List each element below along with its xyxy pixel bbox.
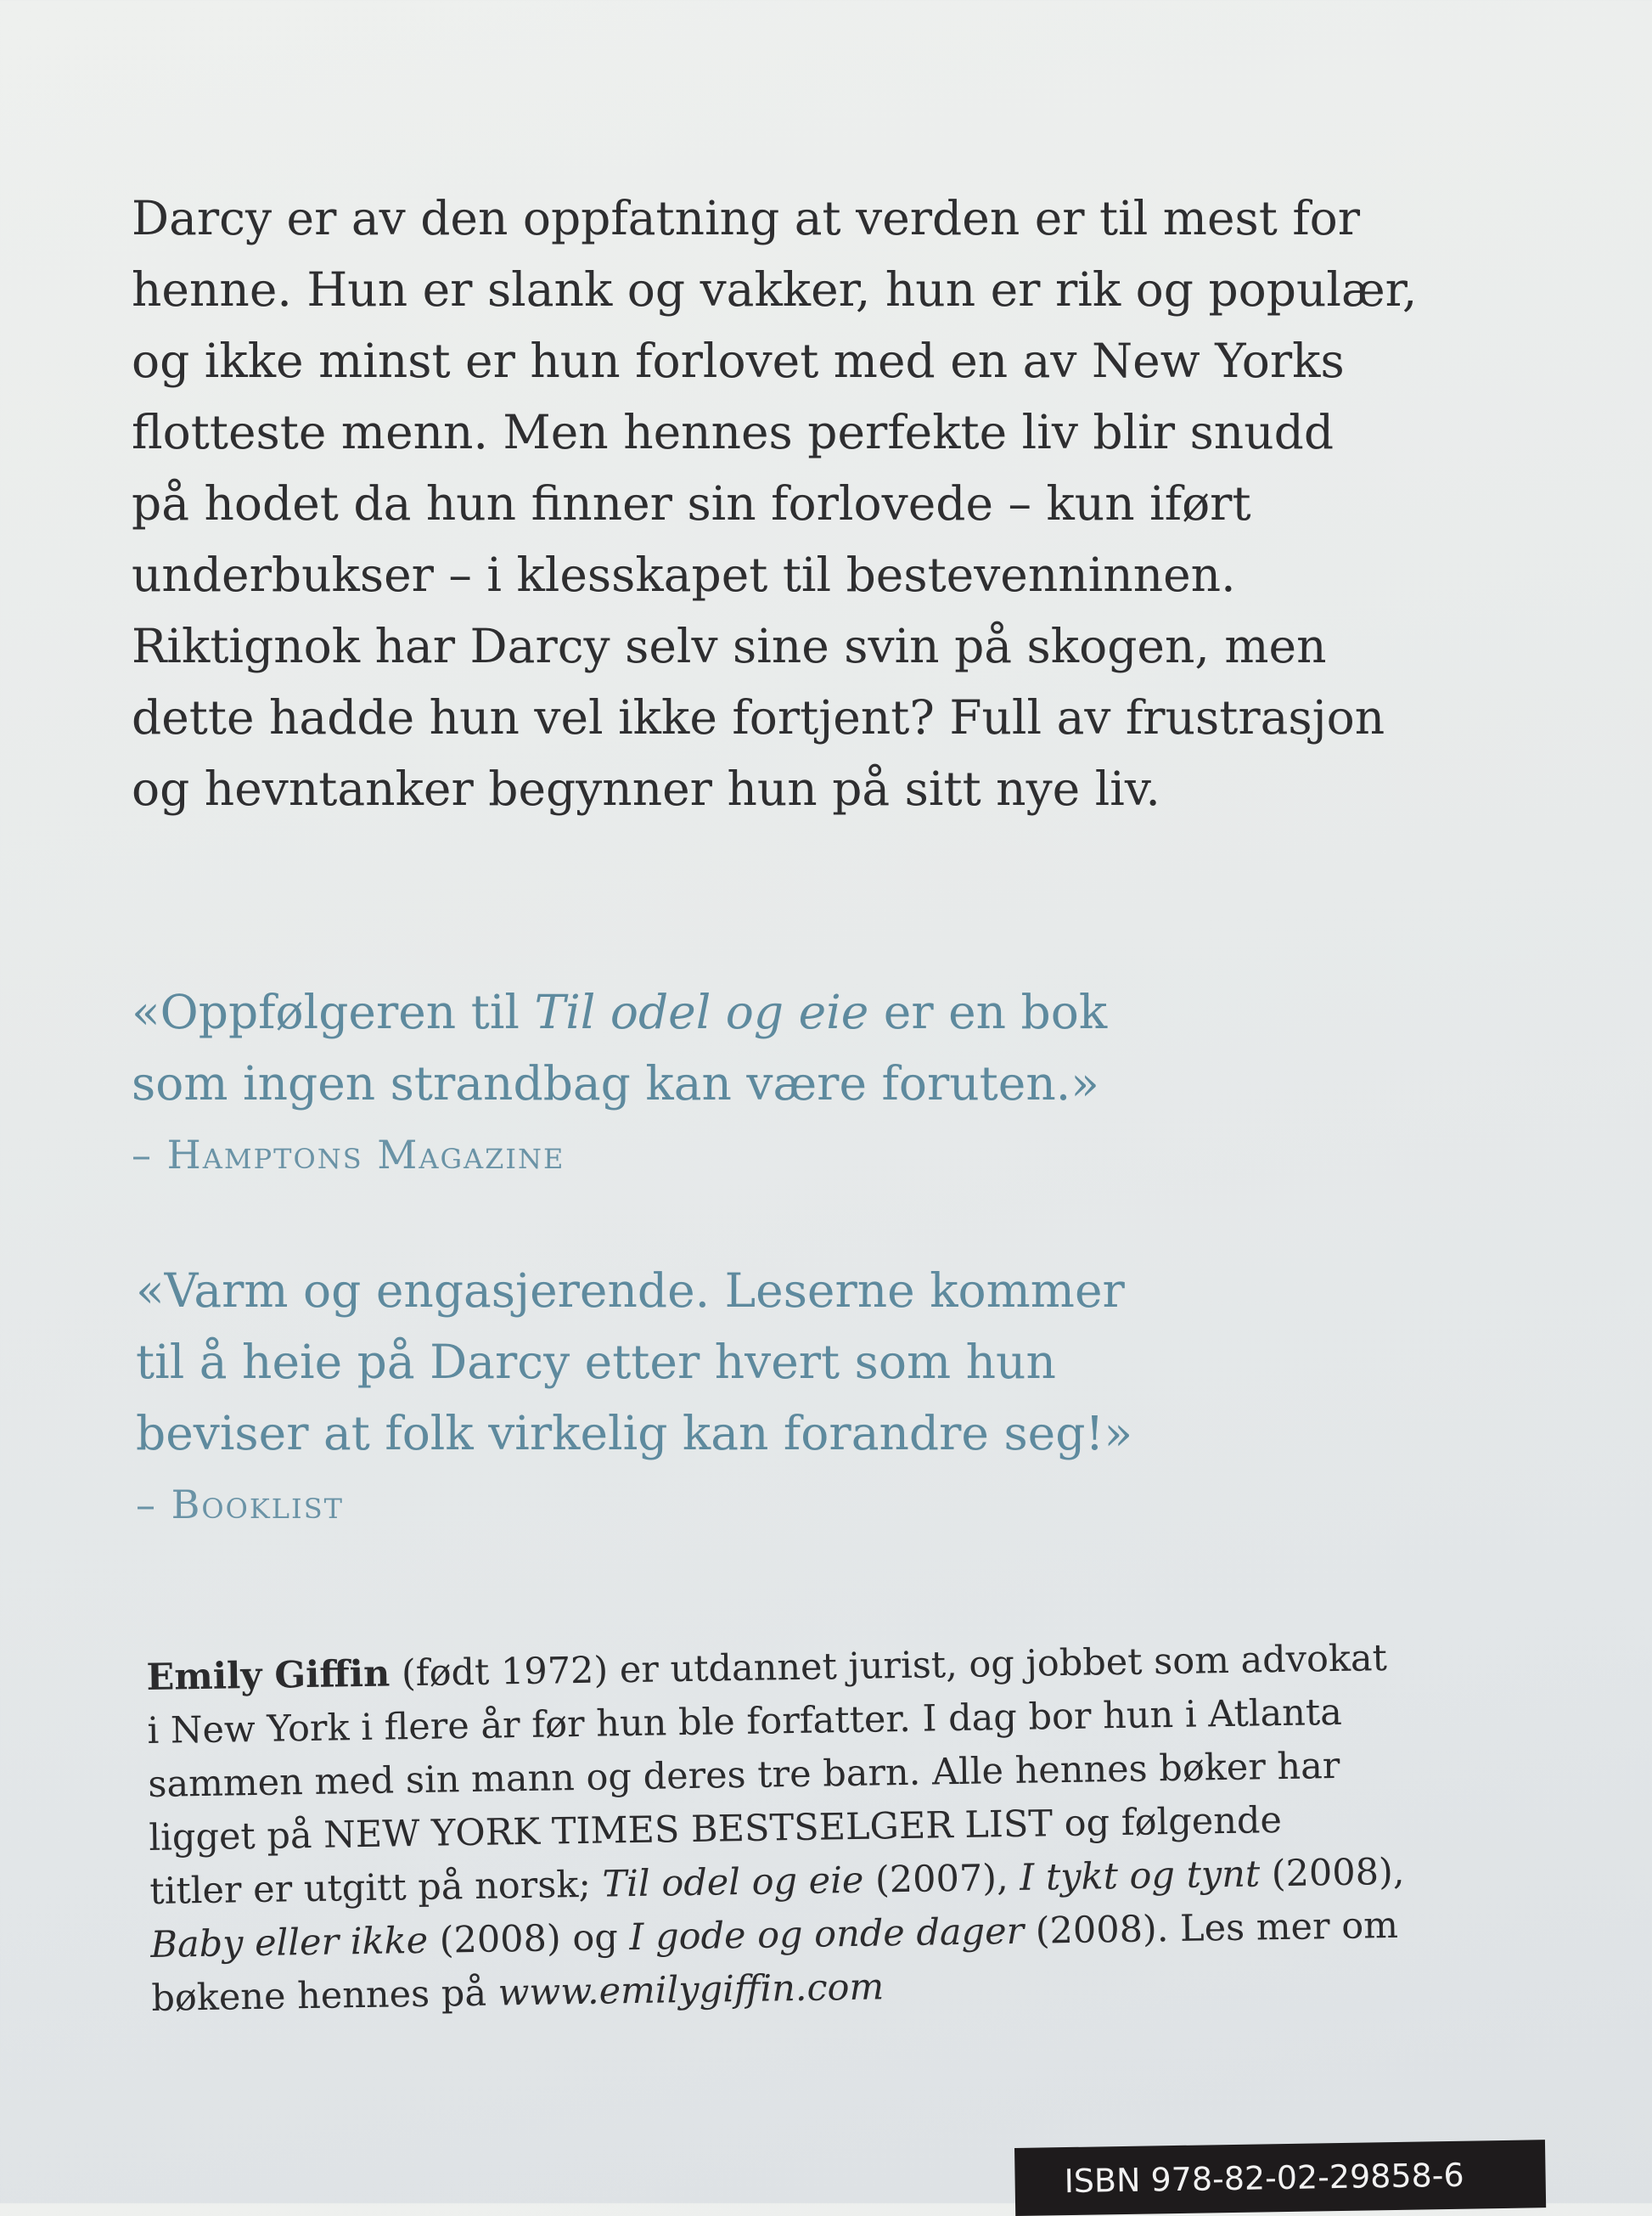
bio-line: Baby eller ikke (2008) og I gode og onde dager (2008). Les mer om bbox=[150, 1904, 1399, 1966]
synopsis-line: dette hadde hun vel ikke fortjent? Full av frustrasjon bbox=[132, 690, 1385, 745]
quote-attribution: – Hamptons Magazine bbox=[132, 1132, 565, 1178]
synopsis-line: Darcy er av den oppfatning at verden er til mest for bbox=[132, 191, 1361, 245]
synopsis-line: flotteste menn. Men hennes perfekte liv blir snudd bbox=[132, 405, 1335, 459]
quote-line: «Oppfølgeren til Til odel og eie er en bok bbox=[132, 985, 1108, 1039]
synopsis-line: og ikke minst er hun forlovet med en av New Yorks bbox=[132, 334, 1345, 388]
author-name: Emily Giffin bbox=[146, 1652, 391, 1699]
synopsis-line: og hevntanker begynner hun på sitt nye liv. bbox=[132, 762, 1160, 816]
quote-line: beviser at folk virkelig kan forandre seg!» bbox=[136, 1406, 1133, 1460]
bio-line: Emily Giffin (født 1972) er utdannet jurist, og jobbet som advokat bbox=[146, 1637, 1388, 1699]
book-title-italic: I gode og onde dager bbox=[629, 1909, 1025, 1960]
isbn-label: ISBN 978-82-02-29858-6 bbox=[1014, 2140, 1546, 2216]
quote-line: til å heie på Darcy etter hvert som hun bbox=[136, 1335, 1056, 1389]
review-quote-hamptons bbox=[132, 976, 1235, 1190]
book-title-italic: Til odel og eie bbox=[534, 985, 869, 1039]
bio-line: ligget på NEW YORK TIMES BESTSELGER LIST og følgende bbox=[149, 1799, 1283, 1859]
bio-line: titler er utgitt på norsk; Til odel og eie (2007), I tykt og tynt (2008), bbox=[149, 1850, 1405, 1913]
author-website: www.emilygiffin.com bbox=[497, 1966, 885, 2015]
quote-line: som ingen strandbag kan være foruten.» bbox=[132, 1056, 1099, 1111]
synopsis-line: Riktignok har Darcy selv sine svin på skogen, men bbox=[132, 619, 1327, 673]
bio-line: i New York i flere år før hun ble forfatter. I dag bor hun i Atlanta bbox=[147, 1690, 1343, 1752]
bio-line: bøkene hennes på www.emilygiffin.com bbox=[151, 1966, 885, 2020]
book-title-italic: Baby eller ikke bbox=[150, 1919, 429, 1966]
book-title-italic: I tykt og tynt bbox=[1019, 1853, 1261, 1899]
synopsis-line: henne. Hun er slank og vakker, hun er rik og populær, bbox=[132, 262, 1418, 317]
synopsis-line: underbukser – i klesskapet til bestevenninnen. bbox=[132, 548, 1236, 602]
book-title-italic: Til odel og eie bbox=[602, 1859, 864, 1906]
synopsis-line: på hodet da hun finner sin forlovede – kun iført bbox=[132, 476, 1251, 531]
bio-line: sammen med sin mann og deres tre barn. Alle hennes bøker har bbox=[148, 1744, 1340, 1806]
review-quote-booklist bbox=[136, 1255, 1239, 1540]
quote-attribution: – Booklist bbox=[136, 1482, 344, 1527]
synopsis-text bbox=[132, 183, 1490, 824]
quote-line: «Varm og engasjerende. Leserne kommer bbox=[136, 1263, 1125, 1318]
author-bio bbox=[146, 1629, 1544, 2026]
